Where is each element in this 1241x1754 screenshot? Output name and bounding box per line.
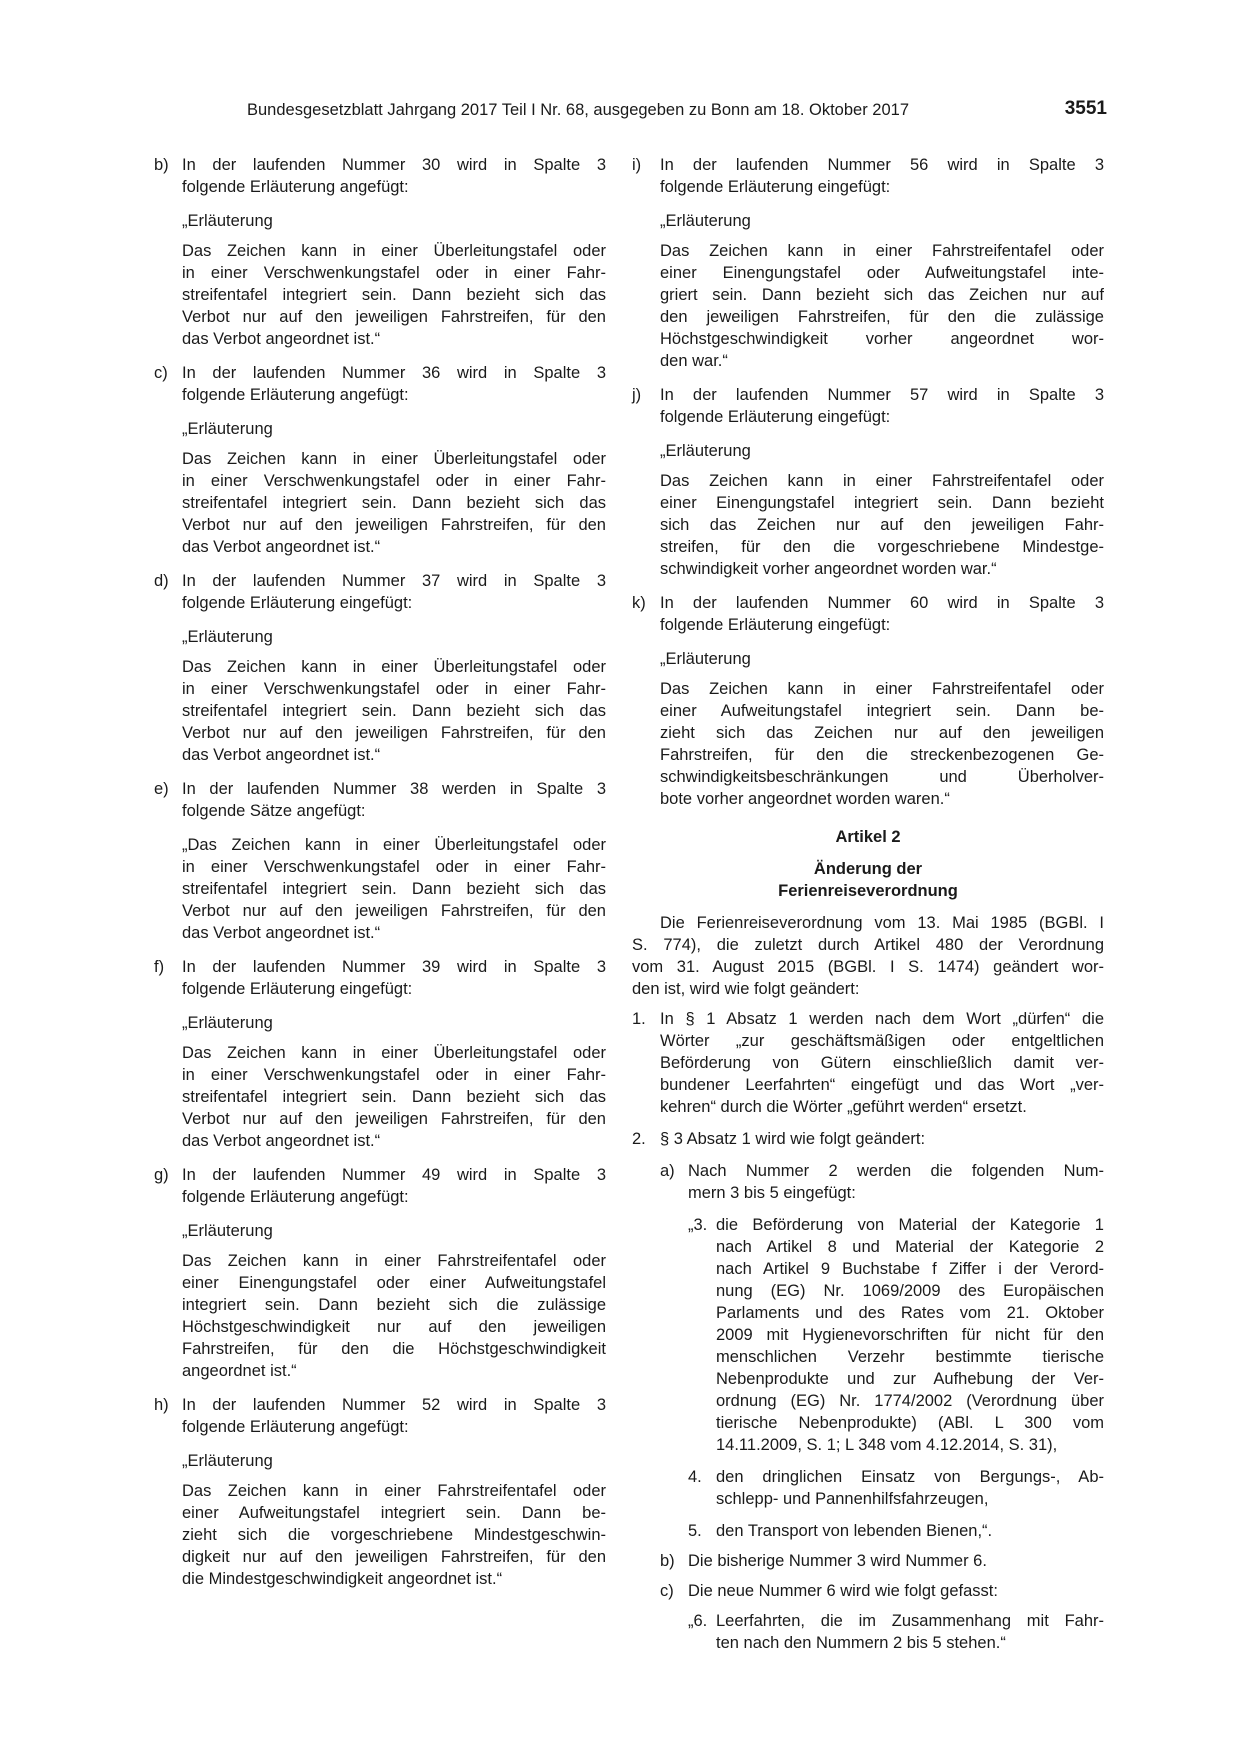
quoted-text bbox=[182, 834, 606, 944]
line: folgende Erläuterung angefügt: bbox=[182, 178, 409, 196]
line: einer Einengungstafel oder einer Aufweitungstafel bbox=[182, 1274, 606, 1292]
line: folgende Erläuterung eingefügt: bbox=[660, 616, 891, 634]
line: den ist, wird wie folgt geändert: bbox=[632, 980, 860, 998]
explanation-label: „Erläuterung bbox=[660, 650, 751, 668]
line: Wörter „zur geschäftsmäßigen oder entgeltlichen bbox=[660, 1032, 1104, 1050]
inserted-number-4 bbox=[688, 1466, 1104, 1510]
line: einer Einengungstafel integriert sein. Dann bezieht bbox=[660, 494, 1104, 512]
new-number-6 bbox=[688, 1610, 1104, 1654]
line: S. 774), die zuletzt durch Artikel 480 der Verordnung bbox=[632, 936, 1104, 954]
line: angeordnet ist.“ bbox=[182, 1362, 297, 1380]
article-number: Artikel 2 bbox=[835, 828, 901, 846]
page-number: 3551 bbox=[1064, 98, 1107, 119]
line: In der laufenden Nummer 60 wird in Spalte 3 bbox=[660, 594, 1104, 612]
line: folgende Erläuterung eingefügt: bbox=[660, 408, 891, 426]
line: Verbot nur auf den jeweiligen Fahrstreifen, für den bbox=[182, 724, 606, 742]
amendment-j bbox=[632, 384, 1104, 580]
article-title bbox=[632, 858, 1104, 902]
line: in einer Verschwenkungstafel oder in einer Fahr- bbox=[182, 680, 606, 698]
item-marker: b) bbox=[154, 156, 169, 174]
line: In der laufenden Nummer 30 wird in Spalte 3 bbox=[182, 156, 606, 174]
line: Verbot nur auf den jeweiligen Fahrstreifen, für den bbox=[182, 516, 606, 534]
line: das Verbot angeordnet ist.“ bbox=[182, 538, 381, 556]
line: in einer Verschwenkungstafel oder in einer Fahr- bbox=[182, 264, 606, 282]
line: kehren“ durch die Wörter „geführt werden“ ersetzt. bbox=[660, 1098, 1027, 1116]
line: In § 1 Absatz 1 werden nach dem Wort „dürfen“ die bbox=[660, 1010, 1104, 1028]
item-heading bbox=[182, 570, 606, 614]
amendment-b bbox=[154, 154, 606, 350]
line: Fahrstreifen, für den die streckenbezogenen Ge- bbox=[660, 746, 1104, 764]
line: In der laufenden Nummer 37 wird in Spalte 3 bbox=[182, 572, 606, 590]
amendment-c bbox=[154, 362, 606, 558]
explanation-label: „Erläuterung bbox=[182, 1452, 273, 1470]
header-title: Bundesgesetzblatt Jahrgang 2017 Teil I Nr. 68, ausgegeben zu Bonn am 18. Oktober 2017 bbox=[247, 101, 909, 119]
page-header bbox=[247, 98, 1107, 128]
item-marker: i) bbox=[632, 156, 642, 174]
amendment-g bbox=[154, 1164, 606, 1382]
line: folgende Erläuterung angefügt: bbox=[182, 386, 409, 404]
line: folgende Erläuterung eingefügt: bbox=[182, 980, 413, 998]
line: In der laufenden Nummer 52 wird in Spalte 3 bbox=[182, 1396, 606, 1414]
line: Verbot nur auf den jeweiligen Fahrstreifen, für den bbox=[182, 1110, 606, 1128]
line: sich das Zeichen nur auf den jeweiligen Fahr- bbox=[660, 516, 1104, 534]
line: in einer Verschwenkungstafel oder in einer Fahr- bbox=[182, 858, 606, 876]
line: Das Zeichen kann in einer Fahrstreifentafel oder bbox=[182, 1252, 606, 1270]
item-marker: h) bbox=[154, 1396, 169, 1414]
line: den dringlichen Einsatz von Bergungs-, Ab- bbox=[716, 1468, 1104, 1486]
line: einer Aufweitungstafel integriert sein. Dann be- bbox=[660, 702, 1104, 720]
line: bote vorher angeordnet worden waren.“ bbox=[660, 790, 950, 808]
line: Das Zeichen kann in einer Überleitungstafel oder bbox=[182, 242, 606, 260]
line: das Verbot angeordnet ist.“ bbox=[182, 746, 381, 764]
item-marker: d) bbox=[154, 572, 169, 590]
explanation-text bbox=[660, 470, 1104, 580]
line: streifentafel integriert sein. Dann bezieht sich das bbox=[182, 702, 606, 720]
sub-item-b bbox=[660, 1550, 1104, 1572]
line: das Verbot angeordnet ist.“ bbox=[182, 330, 381, 348]
line: „Das Zeichen kann in einer Überleitungstafel oder bbox=[182, 836, 606, 854]
line: in einer Verschwenkungstafel oder in einer Fahr- bbox=[182, 472, 606, 490]
line: das Verbot angeordnet ist.“ bbox=[182, 924, 381, 942]
line: Höchstgeschwindigkeit nur auf den jeweiligen bbox=[182, 1318, 606, 1336]
line: Die Ferienreiseverordnung vom 13. Mai 1985 (BGBl. I bbox=[660, 914, 1104, 932]
line: nung (EG) Nr. 1069/2009 des Europäischen bbox=[716, 1282, 1104, 1300]
line: folgende Erläuterung eingefügt: bbox=[182, 594, 413, 612]
right-column bbox=[632, 154, 1104, 1666]
line: digkeit nur auf den jeweiligen Fahrstreifen, für den bbox=[182, 1548, 606, 1566]
explanation-label: „Erläuterung bbox=[660, 212, 751, 230]
item-marker: e) bbox=[154, 780, 169, 798]
line: § 3 Absatz 1 wird wie folgt geändert: bbox=[660, 1130, 926, 1148]
amendment-i bbox=[632, 154, 1104, 372]
line: In der laufenden Nummer 39 wird in Spalte 3 bbox=[182, 958, 606, 976]
item-marker: k) bbox=[632, 594, 646, 612]
line: Das Zeichen kann in einer Fahrstreifentafel oder bbox=[182, 1482, 606, 1500]
explanation-text bbox=[182, 240, 606, 350]
line: In der laufenden Nummer 36 wird in Spalte 3 bbox=[182, 364, 606, 382]
line: einer Einengungstafel oder Aufweitungstafel inte- bbox=[660, 264, 1104, 282]
item-marker: b) bbox=[660, 1552, 675, 1570]
line: streifentafel integriert sein. Dann bezieht sich das bbox=[182, 880, 606, 898]
line: Verbot nur auf den jeweiligen Fahrstreifen, für den bbox=[182, 902, 606, 920]
inserted-number-3 bbox=[688, 1214, 1104, 1456]
sub-item-c bbox=[660, 1580, 1104, 1654]
amendment-f bbox=[154, 956, 606, 1152]
sub-item-a bbox=[660, 1160, 1104, 1542]
line: in einer Verschwenkungstafel oder in einer Fahr- bbox=[182, 1066, 606, 1084]
line: In der laufenden Nummer 56 wird in Spalte 3 bbox=[660, 156, 1104, 174]
line: streifentafel integriert sein. Dann bezieht sich das bbox=[182, 494, 606, 512]
line: folgende Erläuterung angefügt: bbox=[182, 1188, 409, 1206]
line: schlepp- und Pannenhilfsfahrzeugen, bbox=[716, 1490, 989, 1508]
line: folgende Erläuterung eingefügt: bbox=[660, 178, 891, 196]
line: zieht sich die vorgeschriebene Mindestgeschwin- bbox=[182, 1526, 606, 1544]
amendment-d bbox=[154, 570, 606, 766]
item-marker: 5. bbox=[688, 1522, 702, 1540]
inserted-number-5 bbox=[688, 1520, 1104, 1542]
line: streifentafel integriert sein. Dann bezieht sich das bbox=[182, 286, 606, 304]
line: nach Artikel 8 und Material der Kategorie 2 bbox=[716, 1238, 1104, 1256]
line: In der laufenden Nummer 38 werden in Spalte 3 bbox=[182, 780, 606, 798]
line: Das Zeichen kann in einer Überleitungstafel oder bbox=[182, 450, 606, 468]
item-heading bbox=[182, 778, 606, 822]
explanation-label: „Erläuterung bbox=[182, 1222, 273, 1240]
line: In der laufenden Nummer 49 wird in Spalte 3 bbox=[182, 1166, 606, 1184]
line: 2009 mit Hygienevorschriften für nicht für den bbox=[716, 1326, 1104, 1344]
amendment-h bbox=[154, 1394, 606, 1590]
explanation-label: „Erläuterung bbox=[182, 212, 273, 230]
line: Beförderung von Gütern einschließlich damit ver- bbox=[660, 1054, 1104, 1072]
item-heading bbox=[182, 362, 606, 406]
line: Fahrstreifen, für den die Höchstgeschwindigkeit bbox=[182, 1340, 606, 1358]
line: integriert sein. Dann bezieht sich die zulässige bbox=[182, 1296, 606, 1314]
item-marker: „6. bbox=[688, 1612, 708, 1630]
sub-item-text bbox=[688, 1160, 1104, 1204]
line: nach Artikel 9 Buchstabe f Ziffer i der Verord- bbox=[716, 1260, 1104, 1278]
explanation-label: „Erläuterung bbox=[182, 628, 273, 646]
explanation-label: „Erläuterung bbox=[182, 1014, 273, 1032]
line: das Verbot angeordnet ist.“ bbox=[182, 1132, 381, 1150]
line: vom 31. August 2015 (BGBl. I S. 1474) geändert wor- bbox=[632, 958, 1104, 976]
line: schwindigkeitsbeschränkungen und Überholver- bbox=[660, 768, 1104, 786]
explanation-text bbox=[660, 678, 1104, 810]
left-column bbox=[154, 154, 606, 1602]
line: streifentafel integriert sein. Dann bezieht sich das bbox=[182, 1088, 606, 1106]
line: schwindigkeit vorher angeordnet worden war.“ bbox=[660, 560, 997, 578]
item-marker: a) bbox=[660, 1162, 675, 1180]
numbered-item-1 bbox=[632, 1008, 1104, 1118]
item-marker: j) bbox=[632, 386, 642, 404]
item-marker: c) bbox=[660, 1582, 674, 1600]
line: Das Zeichen kann in einer Fahrstreifentafel oder bbox=[660, 242, 1104, 260]
item-marker: c) bbox=[154, 364, 168, 382]
line: Das Zeichen kann in einer Überleitungstafel oder bbox=[182, 1044, 606, 1062]
line: folgende Erläuterung angefügt: bbox=[182, 1418, 409, 1436]
item-marker: 4. bbox=[688, 1468, 702, 1486]
line: streifen, für den die vorgeschriebene Mindestge- bbox=[660, 538, 1104, 556]
line: Höchstgeschwindigkeit vorher angeordnet wor- bbox=[660, 330, 1104, 348]
line: Leerfahrten, die im Zusammenhang mit Fahr- bbox=[716, 1612, 1104, 1630]
line: Das Zeichen kann in einer Fahrstreifentafel oder bbox=[660, 680, 1104, 698]
item-heading bbox=[660, 592, 1104, 636]
item-marker: f) bbox=[154, 958, 165, 976]
line: ordnung (EG) Nr. 1774/2002 (Verordnung über bbox=[716, 1392, 1104, 1410]
line: Das Zeichen kann in einer Fahrstreifentafel oder bbox=[660, 472, 1104, 490]
line: die Beförderung von Material der Kategorie 1 bbox=[716, 1216, 1104, 1234]
article-title-line: Ferienreiseverordnung bbox=[778, 882, 958, 900]
line: Nebenprodukte und zur Aufhebung der Ver- bbox=[716, 1370, 1104, 1388]
explanation-label: „Erläuterung bbox=[660, 442, 751, 460]
explanation-text bbox=[182, 1042, 606, 1152]
explanation-text bbox=[182, 1480, 606, 1590]
item-heading bbox=[182, 1394, 606, 1438]
line: mern 3 bis 5 eingefügt: bbox=[688, 1184, 856, 1202]
line: griert sein. Dann bezieht sich das Zeichen nur auf bbox=[660, 286, 1104, 304]
line: Die neue Nummer 6 wird wie folgt gefasst: bbox=[688, 1582, 998, 1600]
explanation-label: „Erläuterung bbox=[182, 420, 273, 438]
line: menschlichen Verzehr bestimmte tierische bbox=[716, 1348, 1104, 1366]
item-heading bbox=[182, 956, 606, 1000]
line: In der laufenden Nummer 57 wird in Spalte 3 bbox=[660, 386, 1104, 404]
amendment-e bbox=[154, 778, 606, 944]
line: den war.“ bbox=[660, 352, 728, 370]
item-heading bbox=[182, 1164, 606, 1208]
explanation-text bbox=[182, 1250, 606, 1382]
line: Verbot nur auf den jeweiligen Fahrstreifen, für den bbox=[182, 308, 606, 326]
amendment-k bbox=[632, 592, 1104, 810]
line: tierische Nebenprodukte) (ABl. L 300 vom bbox=[716, 1414, 1104, 1432]
line: 14.11.2009, S. 1; L 348 vom 4.12.2014, S. 31), bbox=[716, 1436, 1058, 1454]
numbered-item-2 bbox=[632, 1128, 1104, 1654]
line: Parlaments und des Rates vom 21. Oktober bbox=[716, 1304, 1104, 1322]
line: bundener Leerfahrten“ eingefügt und das Wort „ver- bbox=[660, 1076, 1104, 1094]
line: Das Zeichen kann in einer Überleitungstafel oder bbox=[182, 658, 606, 676]
item-marker: 2. bbox=[632, 1130, 646, 1148]
line: folgende Sätze angefügt: bbox=[182, 802, 366, 820]
explanation-text bbox=[660, 240, 1104, 372]
line: den jeweiligen Fahrstreifen, für den die zulässige bbox=[660, 308, 1104, 326]
explanation-text bbox=[182, 656, 606, 766]
line: zieht sich das Zeichen nur auf den jeweiligen bbox=[660, 724, 1104, 742]
item-heading bbox=[660, 154, 1104, 198]
line: einer Aufweitungstafel integriert sein. Dann be- bbox=[182, 1504, 606, 1522]
item-marker: 1. bbox=[632, 1010, 646, 1028]
item-marker: g) bbox=[154, 1166, 169, 1184]
line: Die bisherige Nummer 3 wird Nummer 6. bbox=[688, 1552, 987, 1570]
article-title-line: Änderung der bbox=[813, 860, 923, 878]
item-heading bbox=[182, 154, 606, 198]
article-intro bbox=[632, 912, 1104, 1000]
item-marker: „3. bbox=[688, 1216, 708, 1234]
line: den Transport von lebenden Bienen,“. bbox=[716, 1522, 993, 1540]
line: Nach Nummer 2 werden die folgenden Num- bbox=[688, 1162, 1104, 1180]
line: ten nach den Nummern 2 bis 5 stehen.“ bbox=[716, 1634, 1006, 1652]
item-heading bbox=[660, 384, 1104, 428]
explanation-text bbox=[182, 448, 606, 558]
line: die Mindestgeschwindigkeit angeordnet ist.“ bbox=[182, 1570, 503, 1588]
